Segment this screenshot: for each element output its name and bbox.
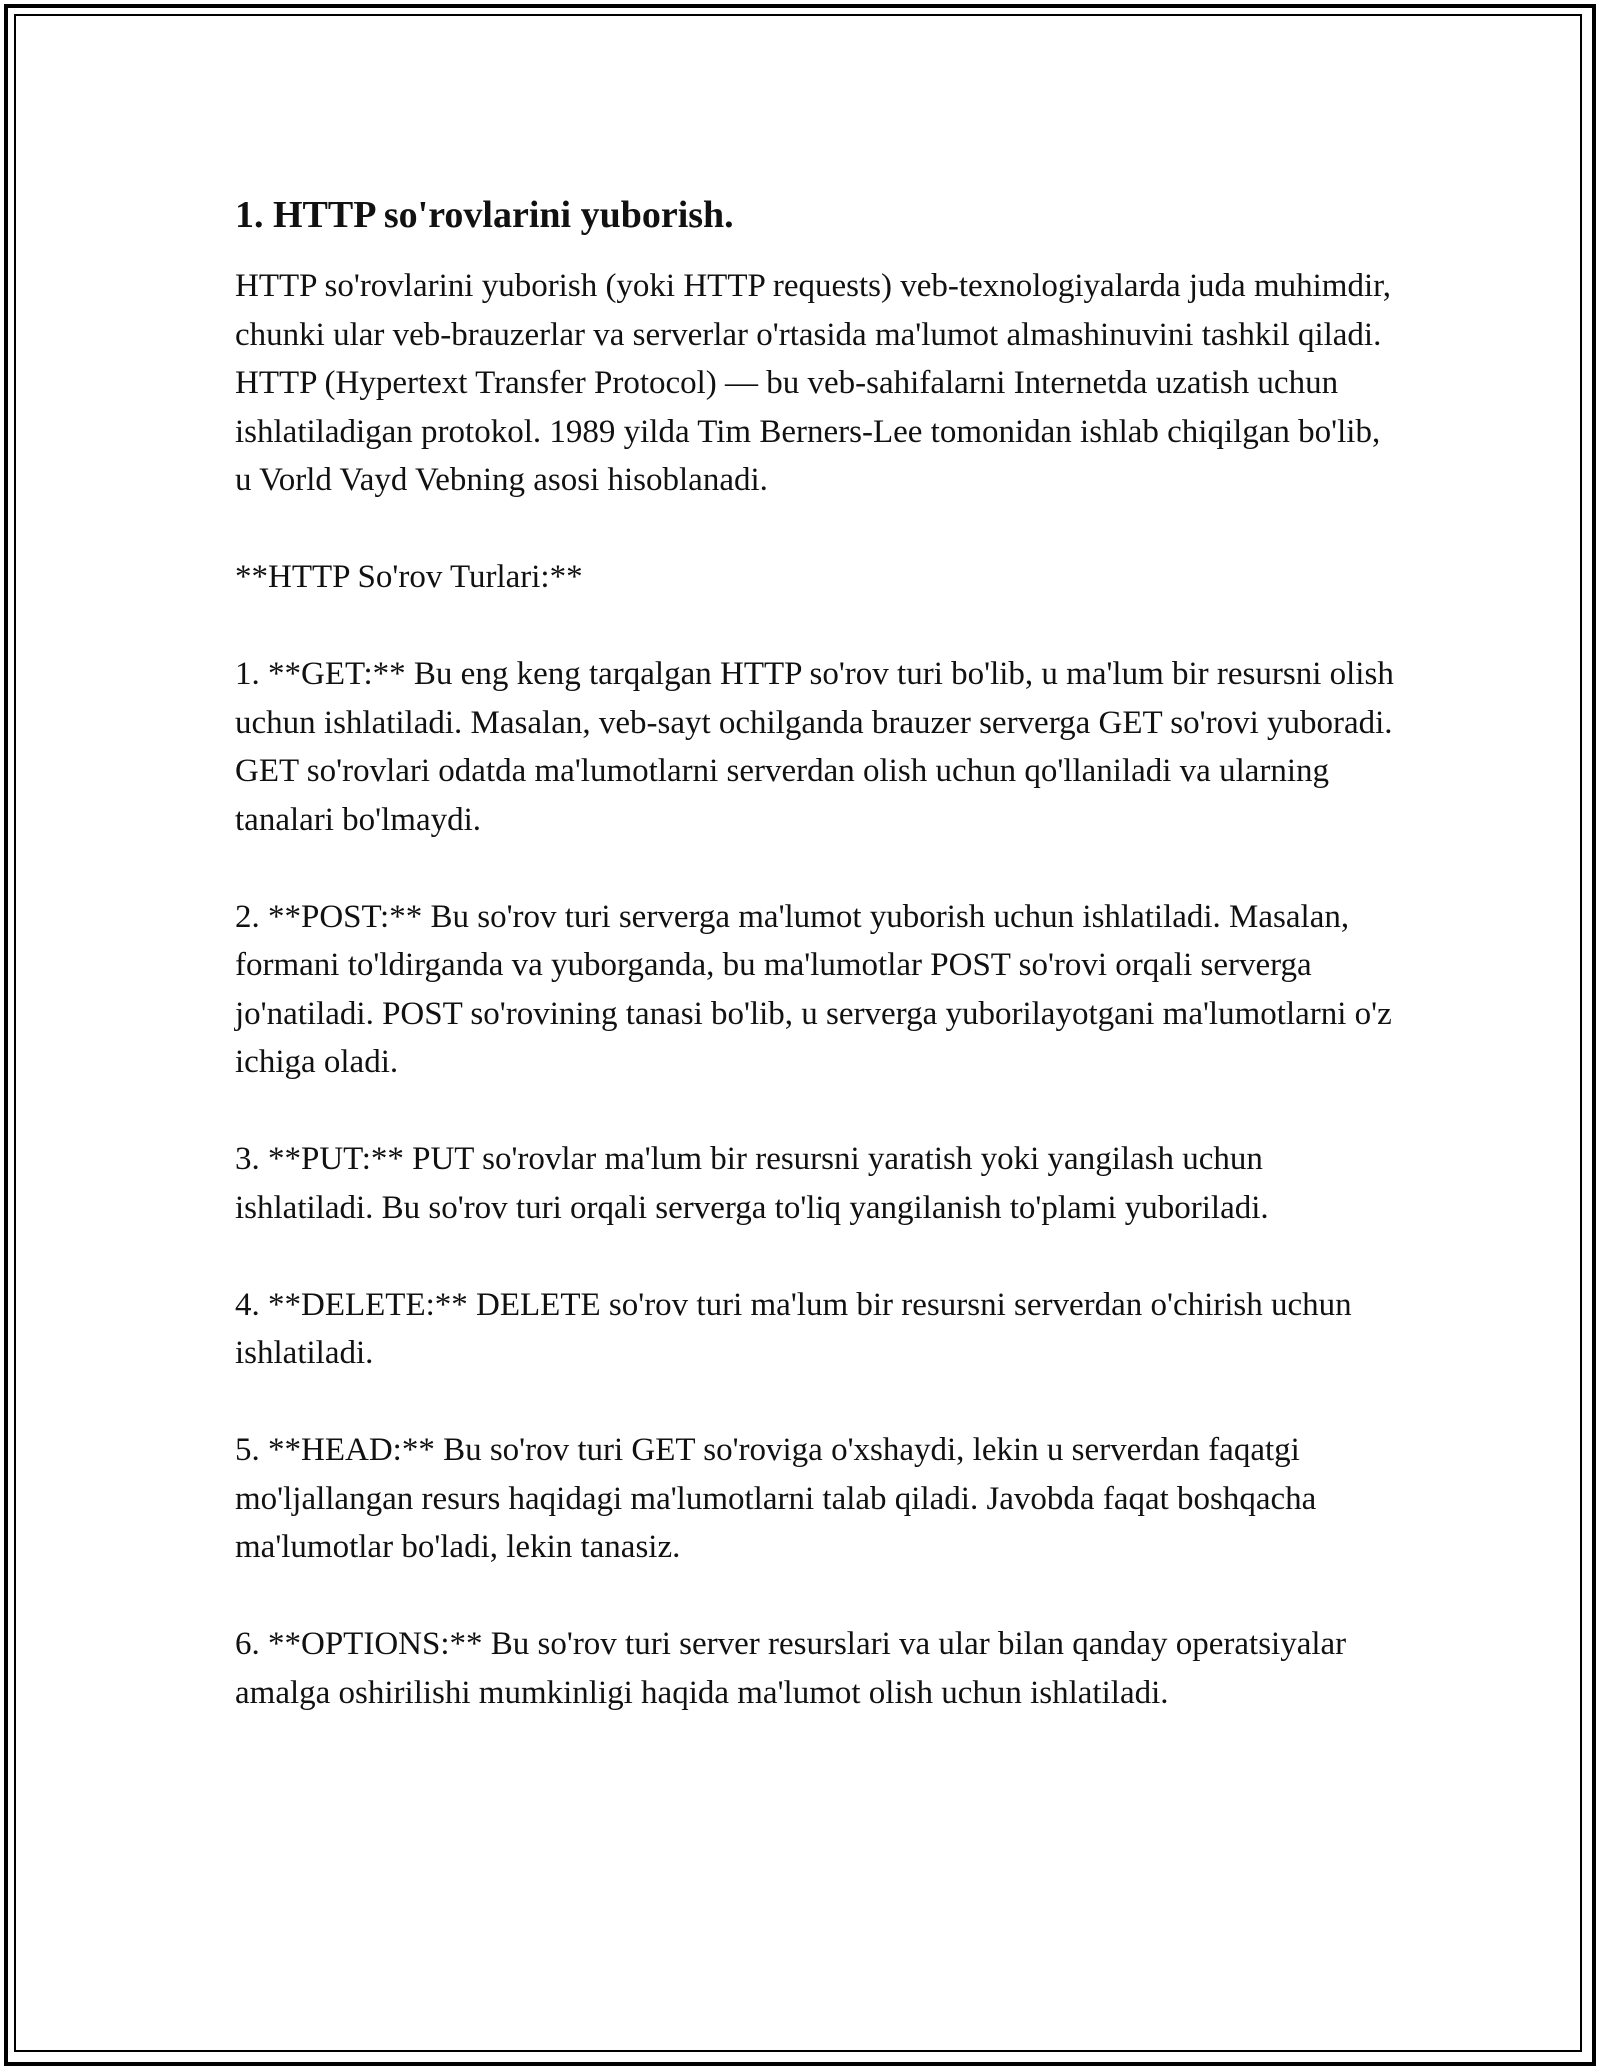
paragraph-request-types-heading: **HTTP So'rov Turlari:** [235, 559, 583, 595]
paragraph-intro: HTTP so'rovlarini yuborish (yoki HTTP requests) veb-texnologiyalarda juda muhimdir, chunki ular veb-brauzerlar va serverlar o'rtasida ma'lumot almashinuvini tashkil qiladi. HTTP (Hypertext Transfer Protocol) — bu veb-sahifalarni Internetda uzatish uchun ishlatiladigan protokol. 1989 yilda Tim Berners-Lee tomonidan ishlab chiqilgan bo'lib, u Vorld Vayd Vebning asosi hisoblanadi. [235, 268, 1392, 498]
paragraph-delete: 4. **DELETE:** DELETE so'rov turi ma'lum bir resursni serverdan o'chirish uchun ishlatiladi. [235, 1286, 1352, 1371]
document-body [235, 190, 1395, 1766]
paragraph-head: 5. **HEAD:** Bu so'rov turi GET so'roviga o'xshaydi, lekin u serverdan faqatgi mo'ljallangan resurs haqidagi ma'lumotlarni talab qiladi. Javobda faqat boshqacha ma'lumotlar bo'ladi, lekin tanasiz. [235, 1432, 1317, 1565]
document-title: 1. HTTP so'rovlarini yuborish. [235, 194, 734, 236]
paragraph-post: 2. **POST:** Bu so'rov turi serverga ma'lumot yuborish uchun ishlatiladi. Masalan, formani to'ldirganda va yuborganda, bu ma'lumotlar POST so'rovi orqali serverga jo'natiladi. POST so'rovining tanasi bo'lib, u serverga yuborilayotgani ma'lumotlarni o'z ichiga oladi. [235, 898, 1392, 1080]
paragraph-put: 3. **PUT:** PUT so'rovlar ma'lum bir resursni yaratish yoki yangilash uchun ishlatiladi. Bu so'rov turi orqali serverga to'liq yangilanish to'plami yuboriladi. [235, 1141, 1269, 1226]
paragraph-get: 1. **GET:** Bu eng keng tarqalgan HTTP so'rov turi bo'lib, u ma'lum bir resursni olish uchun ishlatiladi. Masalan, veb-sayt ochilganda brauzer serverga GET so'rovi yuboradi. GET so'rovlari odatda ma'lumotlarni serverdan olish uchun qo'llaniladi va ularning tanalari bo'lmaydi. [235, 656, 1394, 838]
paragraph-options: 6. **OPTIONS:** Bu so'rov turi server resurslari va ular bilan qanday operatsiyalar amalga oshirilishi mumkinligi haqida ma'lumot olish uchun ishlatiladi. [235, 1626, 1347, 1711]
